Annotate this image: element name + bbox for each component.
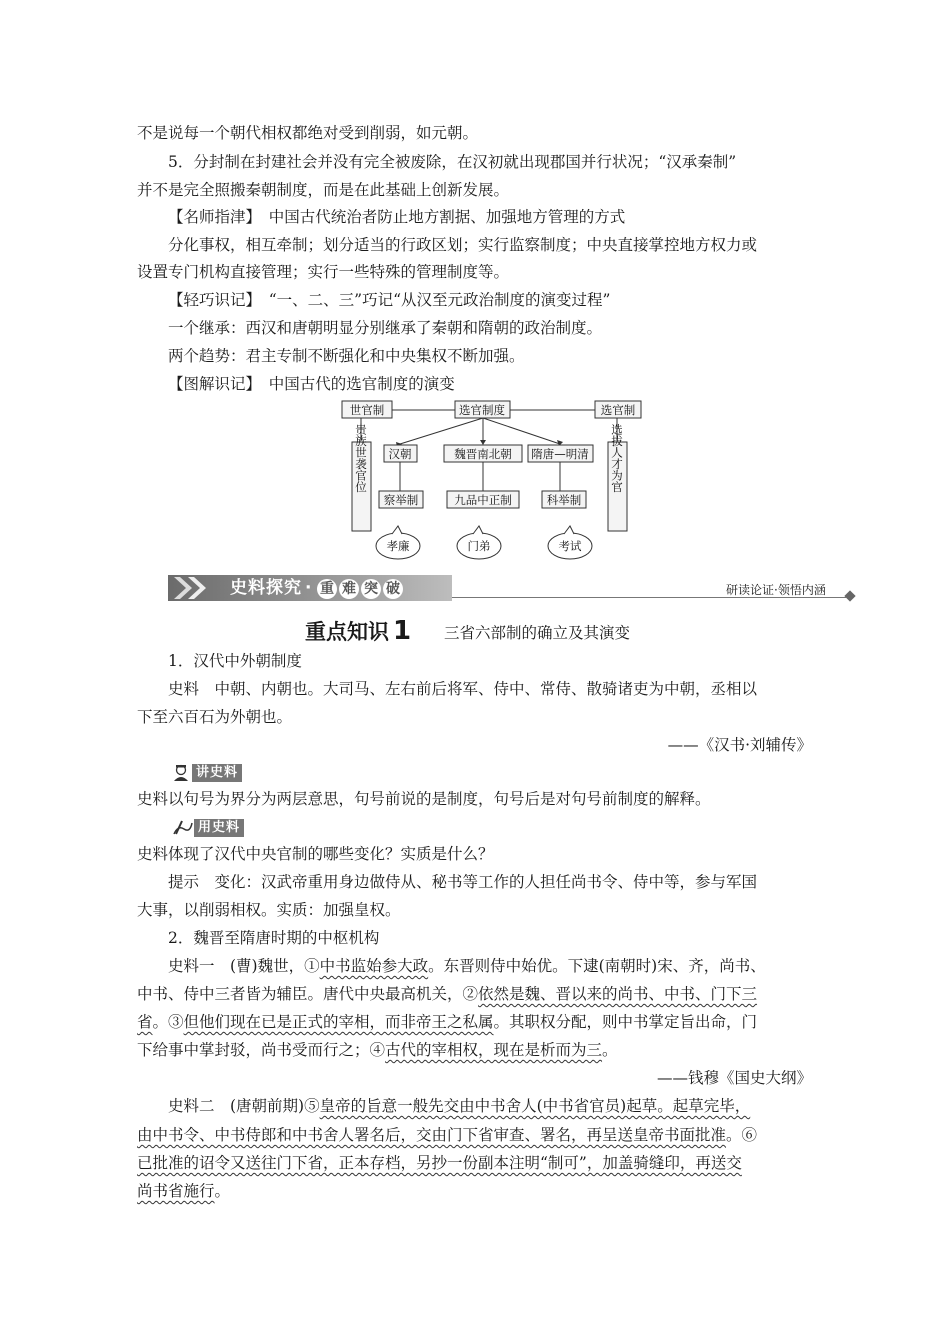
official-selection-diagram [340,398,650,568]
diagram-label: 选官制 [600,403,636,417]
section-banner [168,575,452,601]
text-line: 并不是完全照搬秦朝制度，而是在此基础上创新发展。 [137,181,510,199]
diagram-system: 察举制 [383,493,419,507]
banner-right-text: 研读论证·领悟内涵 [726,583,826,597]
diagram-era: 汉朝 [388,447,412,461]
text-line: 分化事权，相互牵制；划分适当的行政区划；实行监察制度；中央直接掌控地方权力或 [168,236,758,254]
text-line: 设置专门机构直接管理；实行一些特殊的管理制度等。 [137,263,510,281]
tag-yong: 用史料 [172,819,244,837]
text-line: 大事，以削弱相权。实质：加强皇权。 [137,901,401,919]
diagram-vertical: 选拔人才为官 [610,423,624,493]
citation: ——钱穆《国史大纲》 [656,1069,812,1087]
diagram-era: 隋唐—明清 [531,447,589,461]
banner-title-a: 史料探究 [230,578,302,598]
diagram-bubble: 门弟 [467,539,491,553]
text-line: 【轻巧识记】 “一、二、三”巧记“从汉至元政治制度的演变过程” [168,291,611,309]
diagram-label: 世官制 [349,403,385,417]
section-heading: 2．魏晋至隋唐时期的中枢机构 [168,929,380,947]
key-knowledge-subtitle: 三省六部制的确立及其演变 [444,624,631,642]
diagram-bubble: 考试 [558,539,582,553]
text-line: 史料一 (曹)魏世，①中书监始参大政。东晋则侍中始优。下逮(南朝时)宋、齐，尚书、 [168,957,766,975]
text-line: 5．分封制在封建社会并没有完全被废除，在汉初就出现郡国并行状况；“汉承秦制” [168,153,737,171]
text-line: 省。③但他们现在已是正式的宰相，而非帝王之私属。其职权分配，则中书掌定旨出命，门 [137,1013,758,1031]
text-line: 一个继承：西汉和唐朝明显分别继承了秦朝和隋朝的政治制度。 [168,319,603,337]
diagram-system: 九品中正制 [454,493,512,507]
text-line: 史料以句号为界分为两层意思，句号前说的是制度，句号后是对句号前制度的解释。 [137,790,711,808]
text-line: 下至六百石为外朝也。 [137,708,293,726]
diagram-era: 魏晋南北朝 [454,447,512,461]
text-line: 史料二 (唐朝前期)⑤皇帝的旨意一般先交由中书舍人(中书省官员)起草。起草完毕， [168,1097,751,1115]
banner-dot: · [305,578,313,598]
diagram-bubble: 孝廉 [386,539,410,553]
diagram-system: 科举制 [546,493,582,507]
banner-char: 突 [361,579,381,599]
text-line: 【图解识记】 中国古代的选官制度的演变 [168,375,455,393]
text-line: 中书、侍中三者皆为辅臣。唐代中央最高机关，②依然是魏、晋以来的尚书、中书、门下三 [137,985,758,1003]
teacher-icon [172,764,192,782]
banner-char: 难 [339,579,359,599]
text-line: 史料体现了汉代中央官制的哪些变化？实质是什么？ [137,845,494,863]
section-heading: 1．汉代中外朝制度 [168,652,302,670]
text-line: 提示 变化：汉武帝重用身边做侍从、秘书等工作的人担任尚书令、侍中等，参与军国 [168,873,758,891]
text-line: 尚书省施行。 [137,1182,231,1200]
banner-char: 破 [383,579,403,599]
chevron-icon [168,575,224,601]
banner-title [230,577,403,599]
diagram-label: 选官制度 [459,403,505,417]
text-line: 两个趋势：君主专制不断强化和中央集权不断加强。 [168,347,525,365]
banner-char: 重 [317,579,337,599]
citation: ——《汉书·刘辅传》 [667,736,812,754]
text-line: 已批准的诏令又送往门下省，正本存档，另抄一份副本注明“制可”，加盖骑缝印，再送交 [137,1154,742,1172]
tag-jiang: 讲史料 [172,764,242,782]
key-knowledge-title: 重点知识 1 [305,616,412,646]
text-line: 史料 中朝、内朝也。大司马、左右前后将军、侍中、常侍、散骑诸吏为中朝，丞相以 [168,680,758,698]
text-line: 由中书令、中书侍郎和中书舍人署名后，交由门下省审查、署名，再呈送皇帝书面批准。⑥ [137,1126,758,1144]
text-line: 【名师指津】 中国古代统治者防止地方割据、加强地方管理的方式 [168,208,626,226]
pen-icon [172,819,194,837]
diamond-icon [844,590,855,601]
text-line: 下给事中掌封驳，尚书受而行之；④古代的宰相权，现在是析而为三。 [137,1041,618,1059]
diagram-vertical: 贵族世袭官位 [354,423,368,493]
text-line: 不是说每一个朝代相权都绝对受到削弱，如元朝。 [137,124,479,142]
